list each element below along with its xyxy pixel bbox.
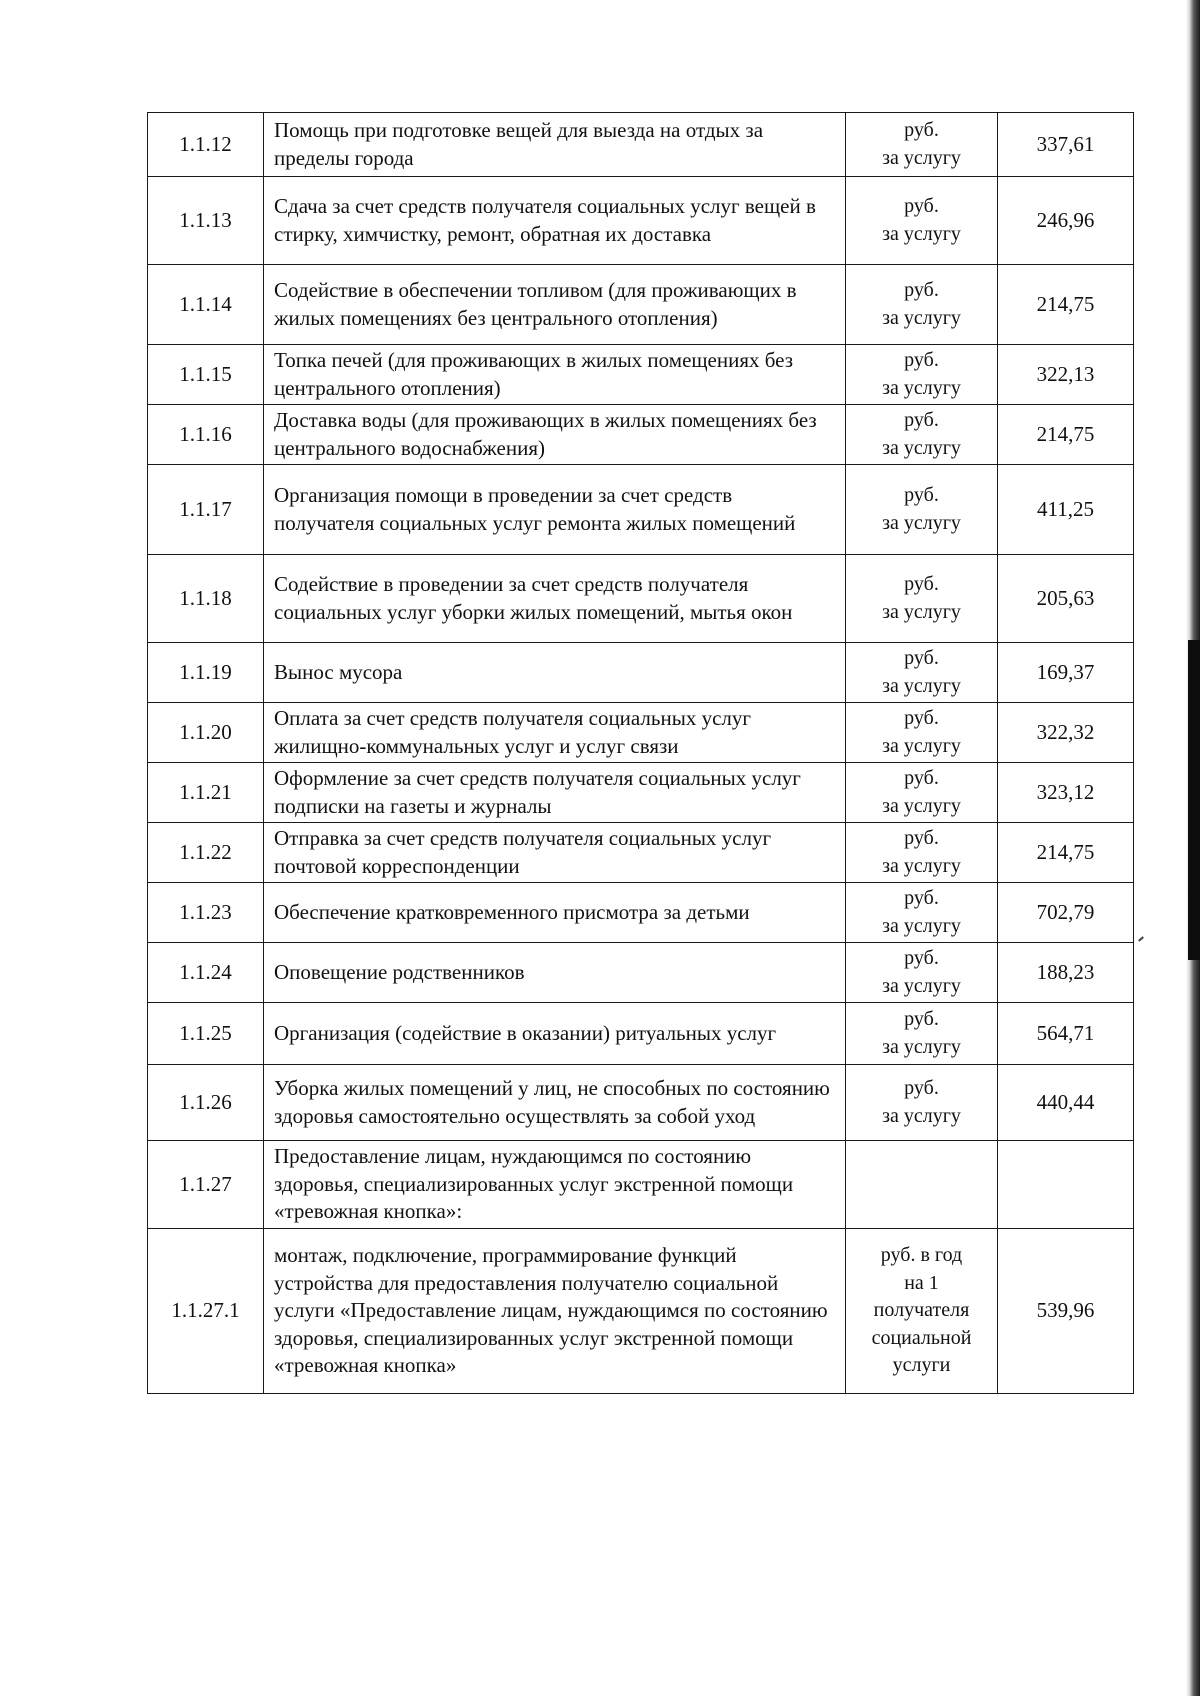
service-name: Вынос мусора <box>264 643 846 703</box>
price-value <box>998 1141 1134 1229</box>
stray-mark <box>1138 936 1144 941</box>
unit-line: руб. <box>904 707 939 729</box>
price-value: 246,96 <box>998 177 1134 265</box>
unit-line: руб. <box>904 647 939 669</box>
unit-line: за услугу <box>882 511 961 534</box>
unit-line: руб. <box>904 484 939 506</box>
service-name: Содействие в проведении за счет средств получателя социальных услуг уборки жилых помещений, мытья окон <box>264 555 846 643</box>
price-value: 702,79 <box>998 883 1134 943</box>
unit-line: за услугу <box>882 794 961 817</box>
price-value: 188,23 <box>998 943 1134 1003</box>
service-name: Доставка воды (для проживающих в жилых помещениях без центрального водоснабжения) <box>264 405 846 465</box>
price-value: 411,25 <box>998 465 1134 555</box>
unit-of-measure <box>846 465 998 555</box>
service-name: Топка печей (для проживающих в жилых помещениях без центрального отопления) <box>264 345 846 405</box>
price-value: 214,75 <box>998 265 1134 345</box>
service-name: Организация (содействие в оказании) ритуальных услуг <box>264 1003 846 1065</box>
unit-of-measure <box>846 113 998 177</box>
unit-line: руб. <box>904 887 939 909</box>
item-code: 1.1.15 <box>148 345 264 405</box>
item-code: 1.1.22 <box>148 823 264 883</box>
item-code: 1.1.12 <box>148 113 264 177</box>
unit-line: за услугу <box>882 974 961 997</box>
table-row <box>148 943 1134 1003</box>
price-value: 539,96 <box>998 1229 1134 1394</box>
service-name: Обеспечение кратковременного присмотра за детьми <box>264 883 846 943</box>
unit-line: получателя <box>873 1299 970 1322</box>
service-name: Содействие в обеспечении топливом (для проживающих в жилых помещениях без центрального отопления) <box>264 265 846 345</box>
service-name: Сдача за счет средств получателя социальных услуг вещей в стирку, химчистку, ремонт, обратная их доставка <box>264 177 846 265</box>
unit-line: руб. <box>904 767 939 789</box>
service-name: Отправка за счет средств получателя социальных услуг почтовой корреспонденции <box>264 823 846 883</box>
scan-edge-shadow <box>1188 640 1200 960</box>
unit-line: за услугу <box>882 436 961 459</box>
price-table <box>147 112 1134 1394</box>
unit-of-measure <box>846 823 998 883</box>
service-name: монтаж, подключение, программирование функций устройства для предоставления получателю социальной услуги «Предоставление лицам, нуждающимся по состоянию здоровья, специализированных услуг экстренной помощи «тревожная кнопка» <box>264 1229 846 1394</box>
service-name: Оплата за счет средств получателя социальных услуг жилищно-коммунальных услуг и услуг связи <box>264 703 846 763</box>
unit-line: руб. <box>904 947 939 969</box>
table-row <box>148 177 1134 265</box>
price-value: 214,75 <box>998 405 1134 465</box>
table-row <box>148 763 1134 823</box>
item-code: 1.1.18 <box>148 555 264 643</box>
price-value: 440,44 <box>998 1065 1134 1141</box>
unit-of-measure <box>846 345 998 405</box>
unit-line: за услугу <box>882 674 961 697</box>
item-code: 1.1.19 <box>148 643 264 703</box>
unit-line: за услугу <box>882 1104 961 1127</box>
unit-of-measure <box>846 643 998 703</box>
unit-of-measure <box>846 883 998 943</box>
unit-of-measure <box>846 555 998 643</box>
table-row <box>148 465 1134 555</box>
unit-line: руб. <box>904 1008 939 1030</box>
unit-line: социальной <box>871 1326 972 1349</box>
price-value: 337,61 <box>998 113 1134 177</box>
price-value: 214,75 <box>998 823 1134 883</box>
unit-line: за услугу <box>882 146 961 169</box>
table-row <box>148 345 1134 405</box>
table-row <box>148 555 1134 643</box>
service-name: Оформление за счет средств получателя социальных услуг подписки на газеты и журналы <box>264 763 846 823</box>
unit-of-measure <box>846 703 998 763</box>
item-code: 1.1.17 <box>148 465 264 555</box>
unit-line: руб. <box>904 827 939 849</box>
unit-line: руб. <box>904 195 939 217</box>
unit-line: за услугу <box>882 734 961 757</box>
unit-of-measure <box>846 265 998 345</box>
table-row <box>148 823 1134 883</box>
service-name: Оповещение родственников <box>264 943 846 1003</box>
table-row <box>148 643 1134 703</box>
item-code: 1.1.23 <box>148 883 264 943</box>
unit-line: за услугу <box>882 376 961 399</box>
table-row <box>148 1065 1134 1141</box>
unit-of-measure <box>846 943 998 1003</box>
unit-line: руб. <box>904 409 939 431</box>
unit-line: за услугу <box>882 222 961 245</box>
unit-line: за услугу <box>882 600 961 623</box>
unit-of-measure <box>846 1229 998 1394</box>
unit-of-measure <box>846 1141 998 1229</box>
unit-of-measure <box>846 1065 998 1141</box>
item-code: 1.1.27.1 <box>148 1229 264 1394</box>
unit-line: руб. <box>904 349 939 371</box>
unit-line: руб. <box>904 279 939 301</box>
item-code: 1.1.14 <box>148 265 264 345</box>
table-row <box>148 883 1134 943</box>
item-code: 1.1.27 <box>148 1141 264 1229</box>
price-value: 322,32 <box>998 703 1134 763</box>
table-row <box>148 1229 1134 1394</box>
unit-line: за услугу <box>882 1035 961 1058</box>
unit-line: за услугу <box>882 914 961 937</box>
service-name: Организация помощи в проведении за счет средств получателя социальных услуг ремонта жилых помещений <box>264 465 846 555</box>
unit-line: на 1 <box>904 1271 939 1294</box>
item-code: 1.1.26 <box>148 1065 264 1141</box>
item-code: 1.1.16 <box>148 405 264 465</box>
unit-of-measure <box>846 1003 998 1065</box>
price-value: 169,37 <box>998 643 1134 703</box>
table-row <box>148 405 1134 465</box>
table-row <box>148 1003 1134 1065</box>
unit-line: руб. <box>904 573 939 595</box>
item-code: 1.1.13 <box>148 177 264 265</box>
item-code: 1.1.21 <box>148 763 264 823</box>
unit-line: за услугу <box>882 854 961 877</box>
table-body <box>148 113 1134 1394</box>
unit-line: руб. <box>904 1077 939 1099</box>
unit-line: услуги <box>892 1354 951 1377</box>
table-row <box>148 1141 1134 1229</box>
unit-of-measure <box>846 763 998 823</box>
table-row <box>148 703 1134 763</box>
service-name: Предоставление лицам, нуждающимся по состоянию здоровья, специализированных услуг экстренной помощи «тревожная кнопка»: <box>264 1141 846 1229</box>
item-code: 1.1.20 <box>148 703 264 763</box>
item-code: 1.1.25 <box>148 1003 264 1065</box>
item-code: 1.1.24 <box>148 943 264 1003</box>
unit-line: руб. в год <box>880 1244 963 1267</box>
service-name: Помощь при подготовке вещей для выезда на отдых за пределы города <box>264 113 846 177</box>
price-value: 205,63 <box>998 555 1134 643</box>
price-value: 322,13 <box>998 345 1134 405</box>
unit-line: руб. <box>904 119 939 141</box>
unit-of-measure <box>846 405 998 465</box>
unit-of-measure <box>846 177 998 265</box>
unit-line: за услугу <box>882 306 961 329</box>
table-row <box>148 265 1134 345</box>
price-value: 564,71 <box>998 1003 1134 1065</box>
price-value: 323,12 <box>998 763 1134 823</box>
table-row <box>148 113 1134 177</box>
service-name: Уборка жилых помещений у лиц, не способных по состоянию здоровья самостоятельно осуществлять за собой уход <box>264 1065 846 1141</box>
